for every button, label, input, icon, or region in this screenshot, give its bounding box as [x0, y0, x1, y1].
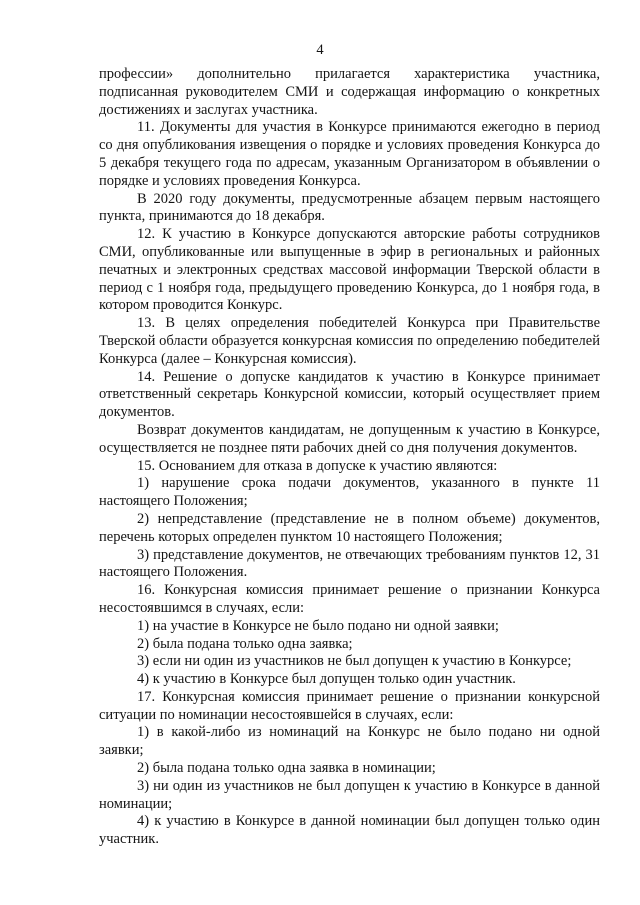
- paragraph: 3) если ни один из участников не был допущен к участию в Конкурсе;: [137, 653, 572, 670]
- paragraph: 15. Основанием для отказа в допуске к участию являются:: [137, 457, 498, 474]
- paragraph: 2) была подана только одна заявка;: [137, 635, 353, 652]
- paragraph: 3) представление документов, не отвечающих требованиям пунктов 12, 31 настоящего Положения.: [99, 546, 600, 581]
- document-body: [99, 66, 600, 849]
- paragraph: Возврат документов кандидатам, не допущенным к участию в Конкурсе, осуществляется не позднее пяти рабочих дней со дня получения документов.: [99, 421, 600, 456]
- paragraph: 14. Решение о допуске кандидатов к участию в Конкурсе принимает ответственный секретарь Конкурсной комиссии, который осуществляет прием документов.: [99, 368, 600, 421]
- paragraph: 4) к участию в Конкурсе в данной номинации был допущен только один участник.: [99, 813, 600, 848]
- page-number: 4: [316, 42, 324, 58]
- paragraph: В 2020 году документы, предусмотренные абзацем первым настоящего пункта, принимаются до 18 декабря.: [99, 190, 600, 225]
- paragraph: 16. Конкурсная комиссия принимает решение о признании Конкурса несостоявшимся в случаях, если:: [99, 582, 600, 616]
- paragraph: 1) нарушение срока подачи документов, указанного в пункте 11 настоящего Положения;: [99, 475, 600, 510]
- paragraph: 1) на участие в Конкурсе не было подано ни одной заявки;: [137, 617, 499, 634]
- paragraph: 4) к участию в Конкурсе был допущен только один участник.: [137, 671, 516, 688]
- paragraph: 13. В целях определения победителей Конкурса при Правительстве Тверской области образуется конкурсная комиссия по определению победителей Конкурса (далее – Конкурсная комиссия).: [99, 315, 600, 367]
- paragraph: 2) непредставление (представление не в полном объеме) документов, перечень которых определен пунктом 10 настоящего Положения;: [99, 510, 600, 545]
- paragraph: 12. К участию в Конкурсе допускаются авторские работы сотрудников СМИ, опубликованные или выпущенные в эфир в региональных и районных печатных и электронных средствах массовой информации Тверской области в период с 1 ноября года, предыдущего проведению Конкурса, до 1 ноября года, в котором проводится Конкурс.: [99, 226, 600, 314]
- paragraph: 2) была подана только одна заявка в номинации;: [137, 760, 436, 777]
- paragraph: 3) ни один из участников не был допущен к участию в Конкурсе в данной номинации;: [99, 777, 600, 812]
- paragraph: 11. Документы для участия в Конкурсе принимаются ежегодно в период со дня опубликования извещения о порядке и условиях проведения Конкурса до 5 декабря текущего года по адресам, указанным Организатором в объявлении о порядке и условиях проведения Конкурса.: [99, 119, 600, 189]
- paragraph: 1) в какой-либо из номинаций на Конкурс не было подано ни одной заявки;: [99, 724, 600, 759]
- paragraph: профессии» дополнительно прилагается характеристика участника, подписанная руководителем СМИ и содержащая информацию о конкретных достижениях и заслугах участника.: [99, 66, 600, 118]
- paragraph: 17. Конкурсная комиссия принимает решение о признании конкурсной ситуации по номинации несостоявшейся в случаях, если:: [99, 688, 600, 723]
